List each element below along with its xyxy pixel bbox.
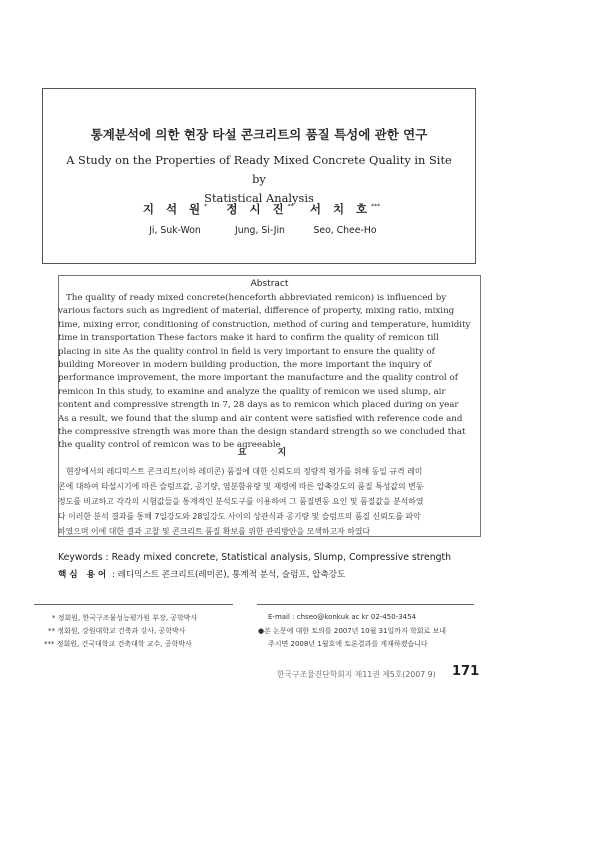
footnote-divider-right: [257, 604, 474, 605]
summary-line: 다 이러한 분석 결과를 통해 7일강도와 28일강도 사이의 상관식과 공기량 및 슬럼프의 품질 신뢰도를 파악: [58, 512, 421, 521]
footnote-notice-line1: ●본 논문에 대한 토의를 2007년 10월 31일까지 학회로 보내: [258, 627, 447, 635]
footnote-author-3: *** 정회원, 건국대학교 건축대학 교수, 공학박사: [44, 640, 192, 648]
korean-keywords: [58, 568, 345, 580]
author-3-korean: 서 치 호: [309, 202, 372, 216]
footnote-author-1: * 정회원, 한국구조물성능평가원 부장, 공학박사: [52, 614, 198, 622]
korean-keywords-text: : 레디믹스트 콘크리트(레미콘), 통계적 분석, 슬럼프, 압축강도: [111, 570, 346, 580]
author-2: [220, 201, 300, 236]
abstract-line: building Moreover in modern building production, the more important the inquiry of: [58, 360, 432, 370]
abstract-line: performance improvement, the more important the manufacture and the quality control of: [58, 373, 458, 384]
footnote-email: E-mail : chseo@konkuk ac kr 02-450-3454: [268, 613, 417, 621]
keywords-text: : Ready mixed concrete, Statistical analysis, Slump, Compressive strength: [105, 552, 452, 563]
english-title-line1: A Study on the Properties of Ready Mixed Concrete Quality in Site by: [66, 153, 452, 186]
abstract-line: various factors such as ingredient of material, difference of property, mixing ratio, mixing: [58, 306, 455, 317]
author-1-english: Ji, Suk-Won: [149, 225, 201, 236]
author-2-korean: 정 시 진: [226, 202, 288, 216]
summary-line: 정도를 비교하고 각각의 시험값들을 통계적인 분석도구를 이용하여 그 품질변동 요인 및 품질값을 분석하였: [58, 497, 424, 506]
abstract-heading: Abstract: [250, 279, 289, 289]
summary-line: 현장에서의 레디믹스트 콘크리트(이하 레미콘) 품질에 대한 신뢰도의 정량적 평가를 위해 동일 규격 레미: [66, 467, 423, 476]
author-1-korean: 지 석 원: [142, 202, 205, 216]
korean-title: 통계분석에 의한 현장 타설 콘크리트의 품질 특성에 관한 연구: [90, 127, 428, 142]
author-3: [305, 201, 385, 236]
footnote-divider-left: [34, 604, 233, 605]
author-2-english: Jung, Si-Jin: [235, 225, 285, 236]
author-3-mark: ***: [371, 203, 381, 211]
abstract-line: As a result, we found that the slump and air content were satisfied with reference code and: [58, 413, 463, 424]
summary-line: 콘에 대하여 타설시기에 따른 슬럼프값, 공기량, 염분함유량 및 재령에 따른 압축강도의 품질 특성값의 변동: [58, 482, 424, 491]
footnote-notice-line2: 주시면 2008년 1월호에 토론결과를 게재하겠습니다: [268, 640, 428, 648]
abstract-line: the quality control of remicon was to be agreeable: [58, 440, 281, 451]
summary-line: 하였으며 이에 대한 결과 고찰 및 콘크리트 품질 확보를 위한 관리방안을 모색하고자 하였다: [58, 527, 371, 536]
english-title-line2: Statistical Analysis: [204, 191, 314, 205]
abstract-line: remicon In this study, to examine and analyze the quality of remicon we used slump, air: [58, 386, 446, 397]
keywords-label: Keywords: [58, 552, 103, 563]
author-1-mark: *: [204, 203, 208, 211]
summary-text: [58, 464, 478, 539]
author-2-mark: **: [287, 203, 294, 211]
abstract-line: The quality of ready mixed concrete(henceforth abbreviated remicon) is influenced by: [66, 293, 447, 303]
title-box: [42, 88, 476, 264]
journal-footer: 한국구조물진단학회지 제11권 제5호(2007 9): [277, 670, 436, 679]
abstract-line: content and compressive strength in 7, 28 days as to remicon which placed during on year: [58, 400, 459, 411]
keywords: [58, 552, 451, 563]
page-number: 171: [452, 664, 480, 679]
summary-heading: 요 지: [237, 448, 301, 458]
abstract-line: placing in site As the quality control in field is very important to ensure the quality of: [58, 346, 435, 357]
abstract-line: time in transportation These factors make it hard to confirm the quality of remicon till: [58, 333, 439, 344]
korean-keywords-label: 핵심 용어: [58, 570, 110, 580]
abstract-line: time, mixing error, conditioning of construction, method of curing and temperature, humidity: [58, 319, 471, 330]
footnote-author-2: ** 정회원, 강원대학교 건축과 강사, 공학박사: [48, 627, 186, 635]
abstract-line: the compressive strength was more than the design standard strength so we concluded that: [58, 427, 466, 437]
author-3-english: Seo, Chee-Ho: [313, 225, 377, 236]
author-1: [135, 201, 215, 236]
